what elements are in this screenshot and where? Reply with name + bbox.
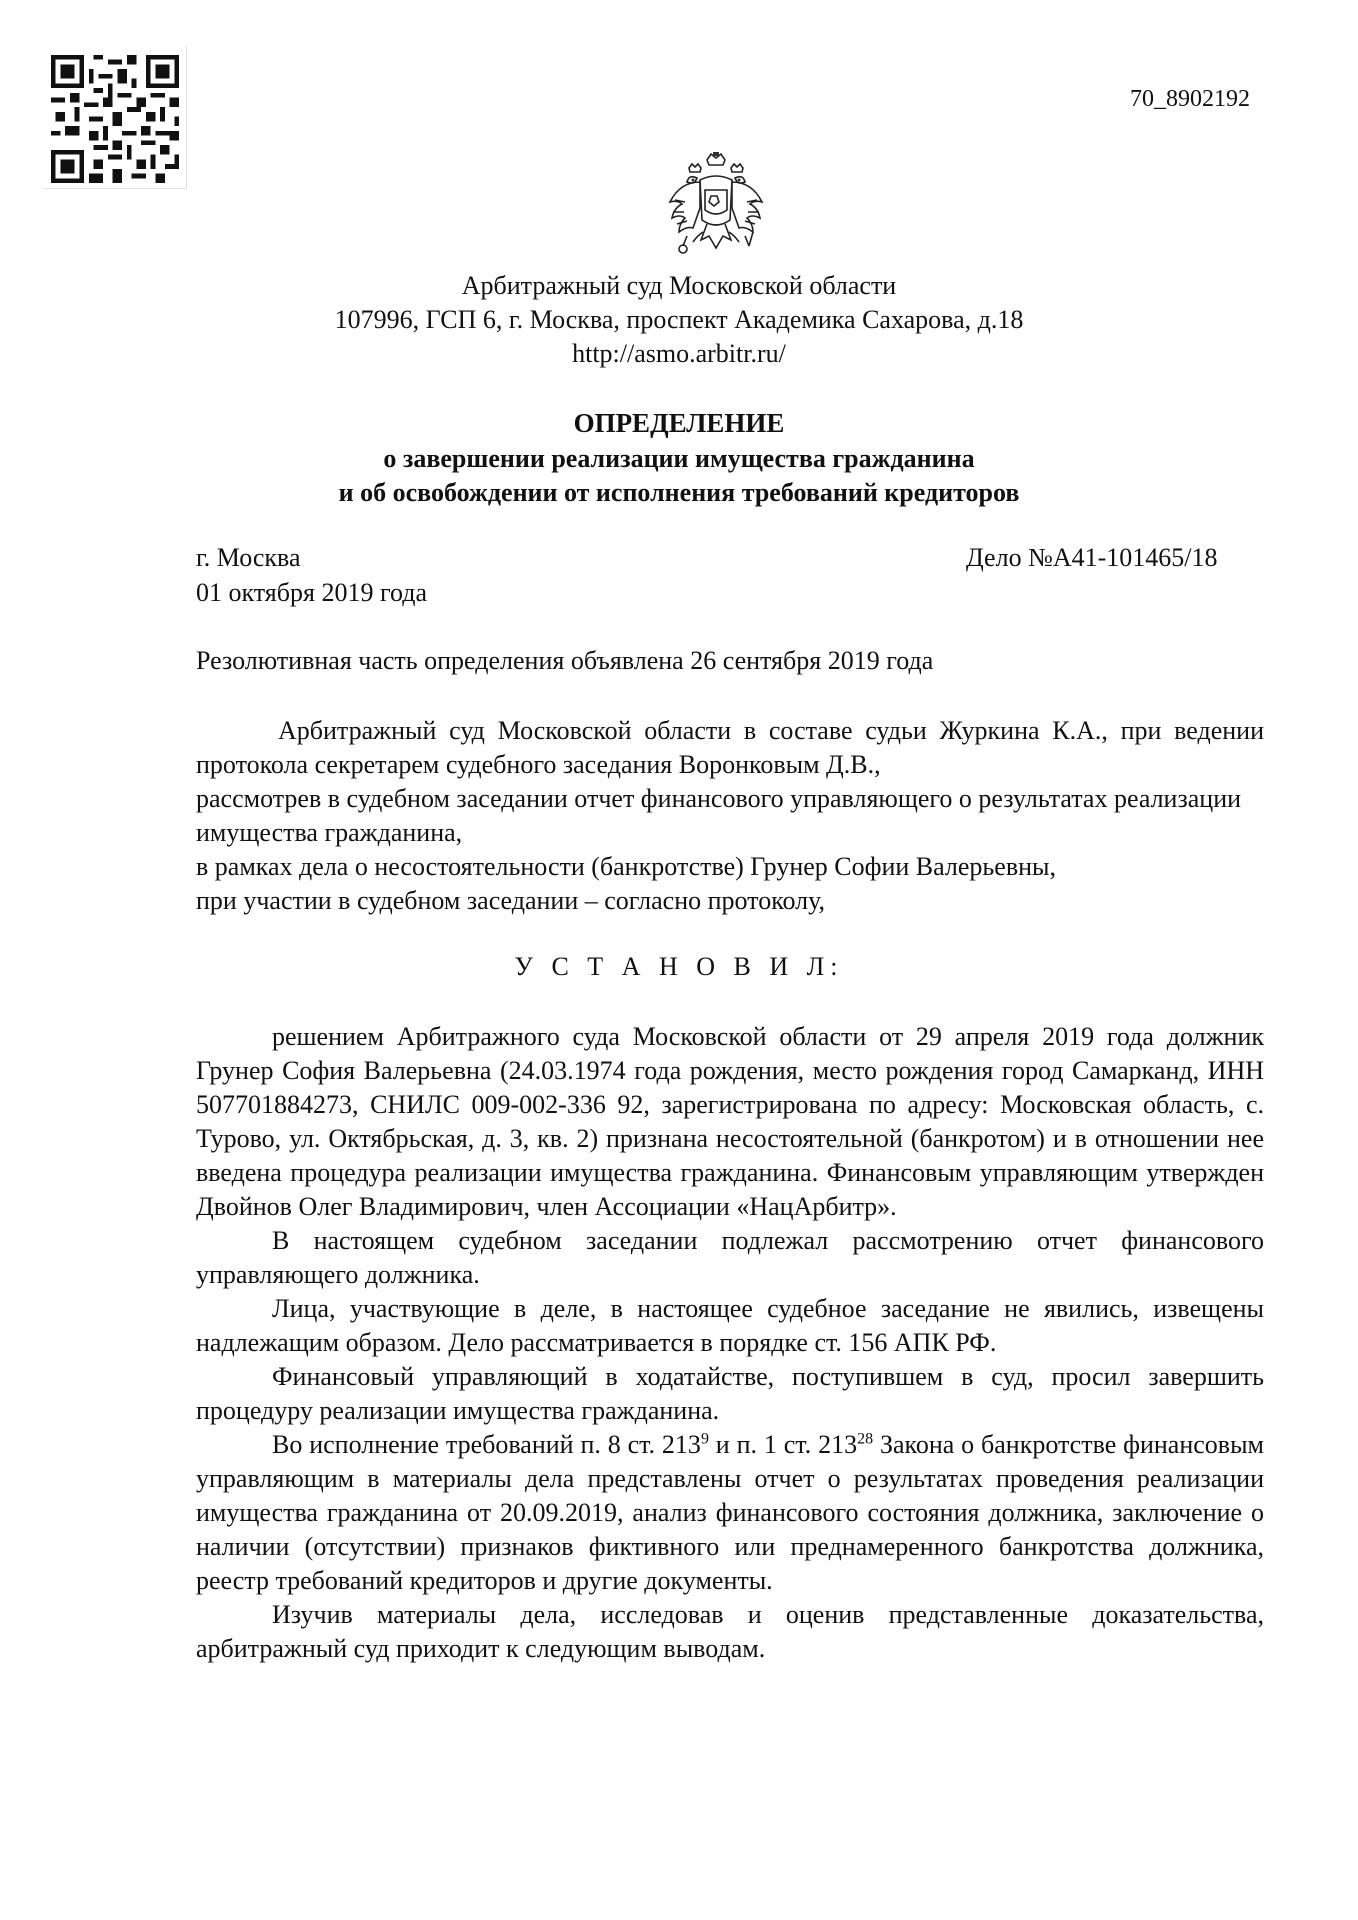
intro-paragraph: Арбитражный суд Московской области в составе судьи Журкина К.А., при ведении протокола секретарем судебного заседания Воронковым Д.В., (196, 716, 1264, 779)
body-paragraph: В настоящем судебном заседании подлежал рассмотрению отчет финансового управляющего должника. (196, 1226, 1264, 1289)
document-date: 01 октября 2019 года (196, 578, 427, 607)
court-url[interactable]: http://asmo.arbitr.ru/ (572, 339, 786, 368)
body-paragraph: Изучив материалы дела, исследовав и оценив представленные доказательства, арбитражный суд приходит к следующим выводам. (196, 1600, 1264, 1663)
document-title: ОПРЕДЕЛЕНИЕ (573, 408, 785, 438)
body-paragraph-with-footnotes (196, 1428, 1264, 1598)
intro-paragraph: в рамках дела о несостоятельности (банкротстве) Грунер Софии Валерьевны, (196, 852, 1056, 881)
resolution-announcement: Резолютивная часть определения объявлена 26 сентября 2019 года (196, 646, 934, 675)
section-heading-ustanovil: У С Т А Н О В И Л: (514, 952, 844, 981)
court-address: 107996, ГСП 6, г. Москва, проспект Академика Сахарова, д.18 (334, 305, 1024, 334)
case-number: Дело №А41-101465/18 (966, 543, 1218, 572)
court-name: Арбитражный суд Московской области (461, 271, 897, 300)
body-paragraph: Финансовый управляющий в ходатайстве, поступившем в суд, просил завершить процедуру реализации имущества гражданина. (196, 1362, 1264, 1425)
superscript: 9 (700, 1430, 709, 1448)
body-text-fragment: и п. 1 ст. 213 (708, 1430, 858, 1459)
body-paragraph: решением Арбитражного суда Московской области от 29 апреля 2019 года должник Грунер София Валерьевна (24.03.1974 года рождения, место рождения город Самарканд, ИНН 507701884273, СНИЛС 009-002-336 92, зарегистрирована по адресу: Московская область, с. Турово, ул. Октябрьская, д. 3, кв. 2) признана несостоятельной (банкротом) и в отношении нее введена процедура реализации имущества гражданина. Финансовым управляющим утвержден Двойнов Олег Владимирович, член Ассоциации «НацАрбитр». (196, 1022, 1264, 1221)
body-text-fragment: Во исполнение требований п. 8 ст. 213 (272, 1430, 701, 1459)
document-number: 70_8902192 (1130, 86, 1250, 112)
document-subtitle-line-2: и об освобождении от исполнения требований кредиторов (338, 478, 1020, 507)
document-subtitle-line-1: о завершении реализации имущества гражданина (383, 444, 975, 473)
qr-code-icon (46, 50, 184, 188)
intro-paragraph: при участии в судебном заседании – согласно протоколу, (196, 886, 826, 915)
intro-block (196, 714, 1264, 918)
superscript: 28 (857, 1430, 874, 1448)
city: г. Москва (196, 543, 301, 572)
body-text (196, 1020, 1264, 1666)
body-paragraph: Лица, участвующие в деле, в настоящее судебное заседание не явились, извещены надлежащим образом. Дело рассматривается в порядке ст. 156 АПК РФ. (196, 1294, 1264, 1357)
intro-paragraph: рассмотрев в судебном заседании отчет финансового управляющего о результатах реализации имущества гражданина, (196, 784, 1242, 847)
russian-coat-of-arms-icon (667, 150, 765, 262)
body-text-fragment: Закона о банкротстве финансовым управляющим в материалы дела представлены отчет о результатах проведения реализации имущества гражданина от 20.09.2019, анализ финансового состояния должника, заключение о наличии (отсутствии) признаков фиктивного или преднамеренного банкротства должника, реестр требований кредиторов и другие документы. (196, 1430, 1264, 1595)
